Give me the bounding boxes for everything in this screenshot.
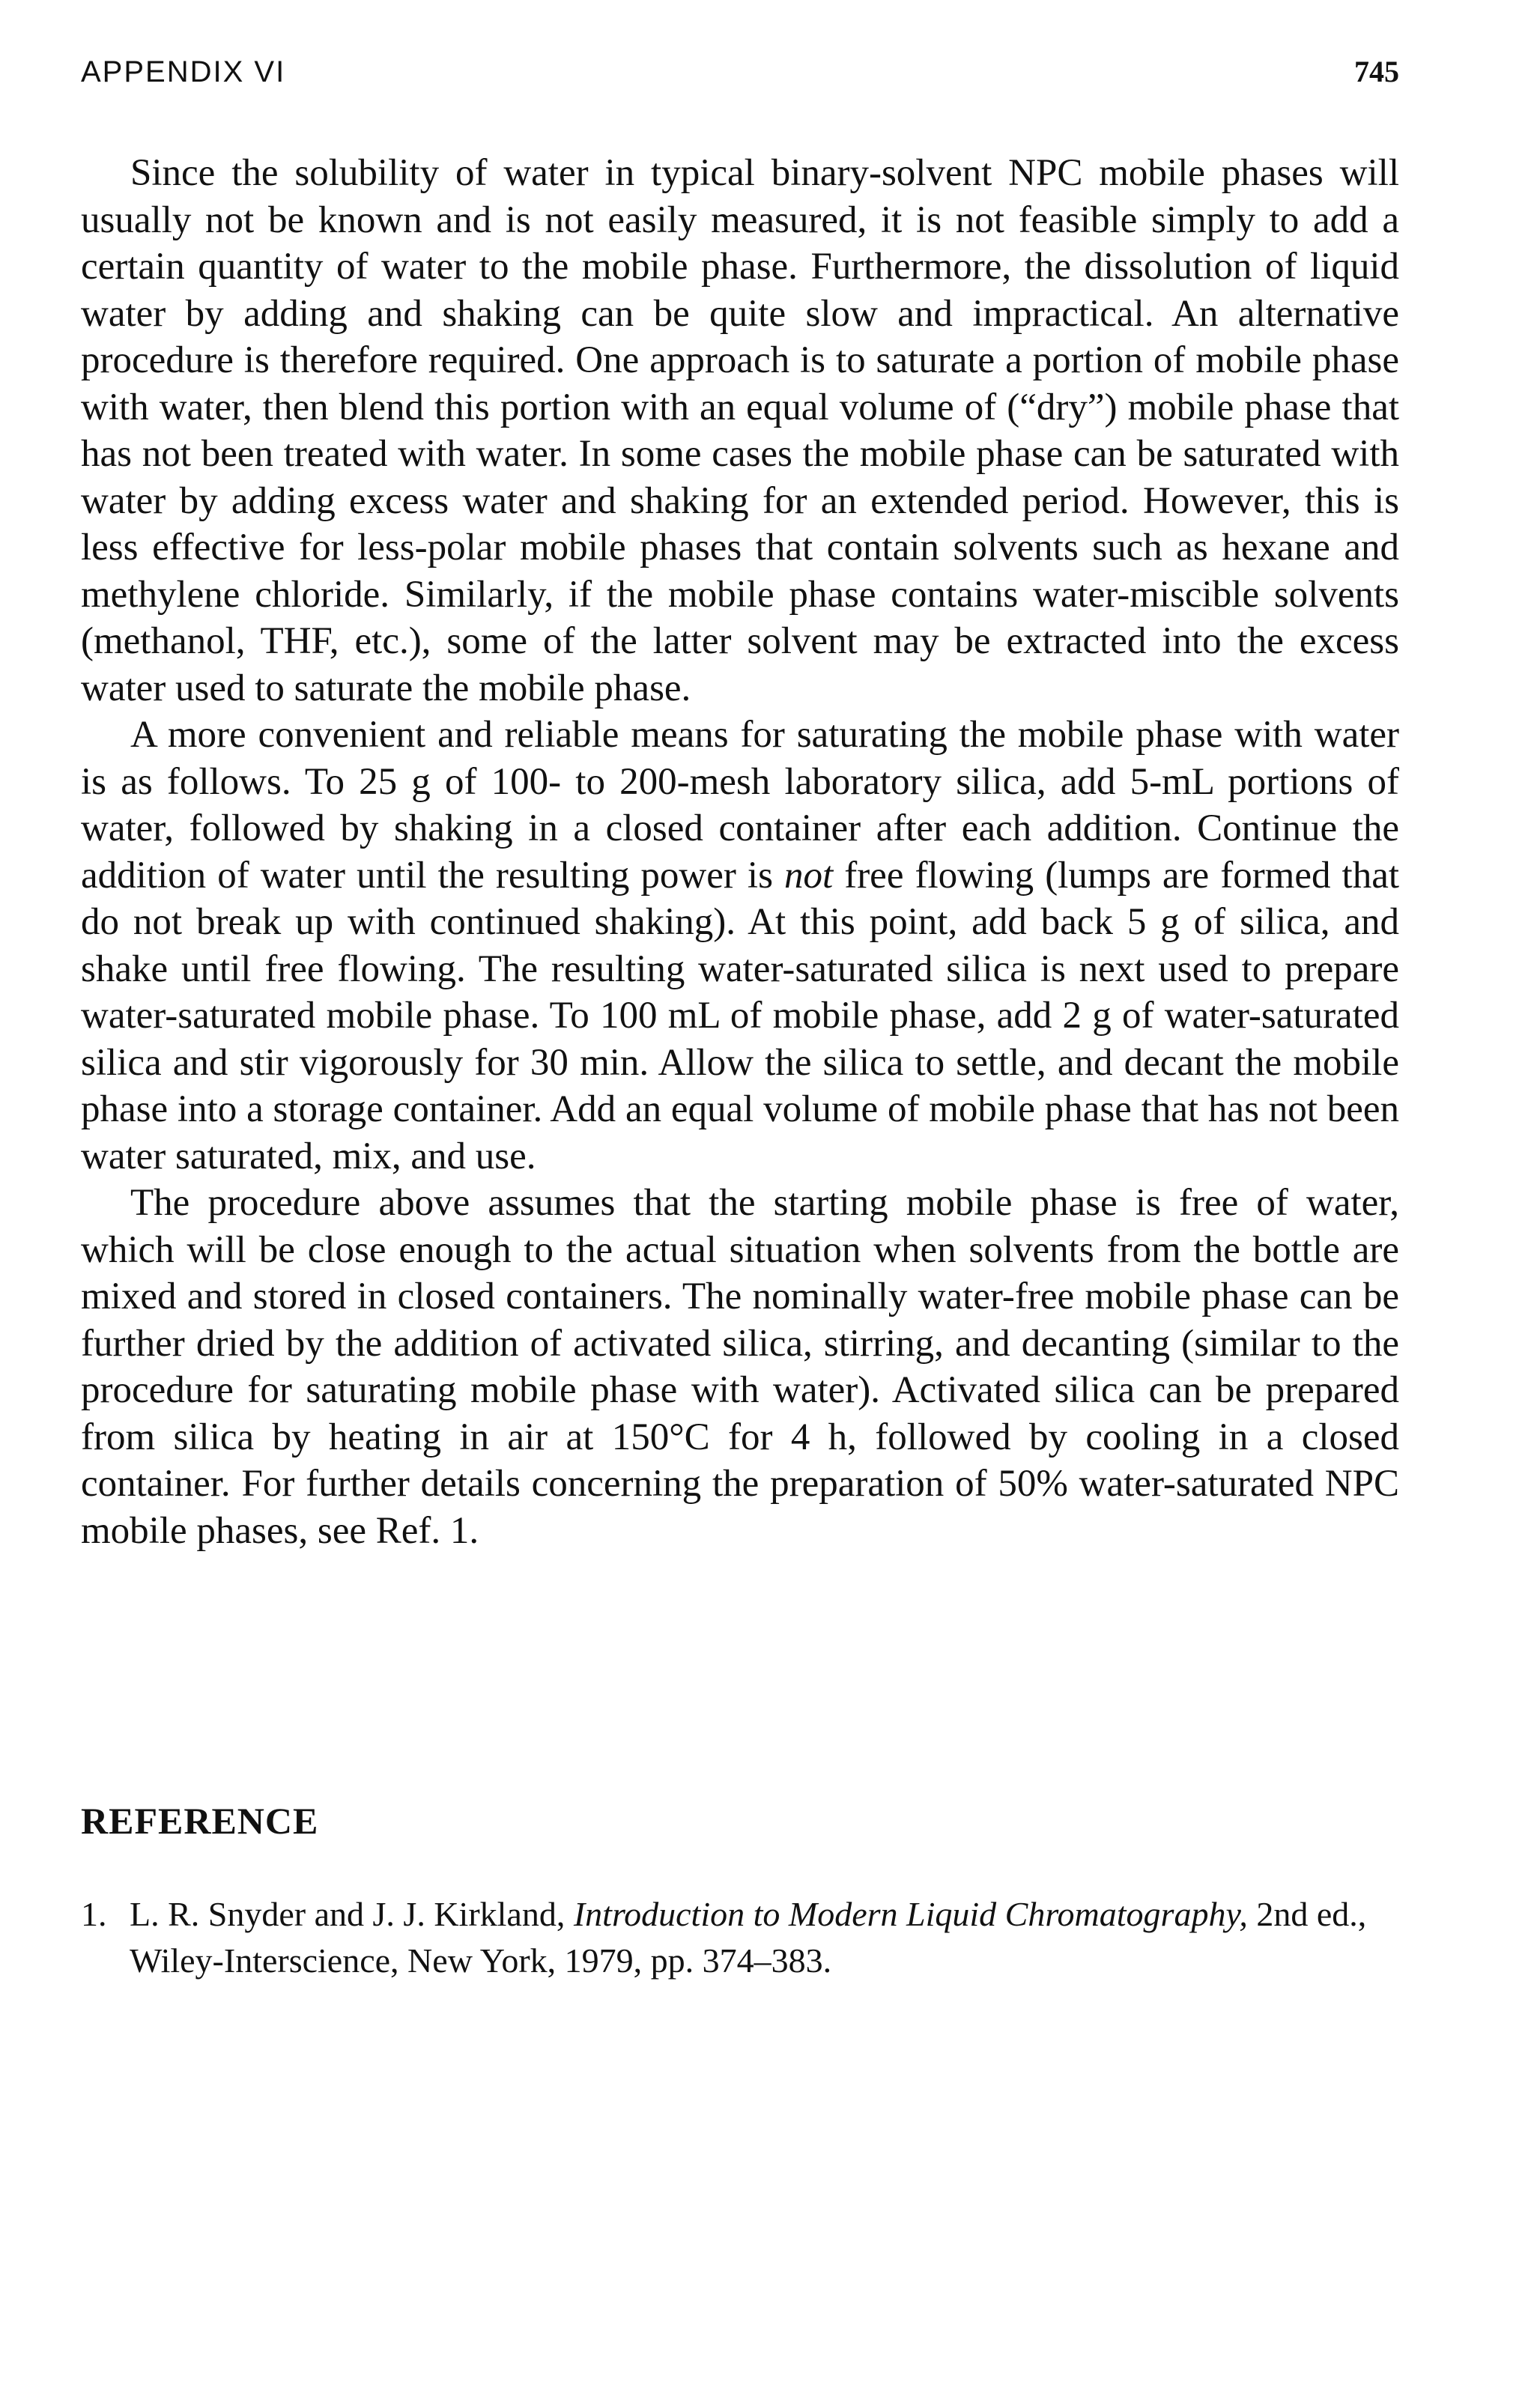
running-title: APPENDIX VI <box>81 55 286 88</box>
reference-details: 2nd ed., Wiley-Interscience, New York, 1979, pp. 374–383. <box>130 1895 1367 1980</box>
reference-title: Introduction to Modern Liquid Chromatography, <box>573 1895 1248 1933</box>
paragraph-2-text-after: free flowing (lumps are formed that do not break up with continued shaking). At this point, add back 5 g of silica, and shake until free flowing. The resulting water-saturated silica is next used to prepare water-saturated mobile phase. To 100 mL of mobile phase, add 2 g of water-saturated silica and stir vigorously for 30 min. Allow the silica to settle, and decant the mobile phase into a storage container. Add an equal volume of mobile phase that has not been water saturated, mix, and use. <box>81 854 1399 1177</box>
reference-item <box>81 1891 1399 1984</box>
page-number: 745 <box>1354 55 1399 88</box>
paragraph-2 <box>81 712 1399 1180</box>
reference-citation <box>130 1891 1399 1984</box>
reference-authors: L. R. Snyder and J. J. Kirkland, <box>130 1895 574 1933</box>
reference-heading: REFERENCE <box>81 1800 319 1842</box>
reference-number: 1. <box>81 1895 107 1933</box>
paragraph-2-emphasis: not <box>784 854 834 897</box>
reference-list <box>81 1891 1399 1984</box>
paragraph-2-text-before: A more convenient and reliable means for saturating the mobile phase with water is as follows. To 25 g of 100- to 200-mesh laboratory silica, add 5-mL portions of water, followed by shaking in a closed container after each addition. Continue the addition of water until the resulting power is <box>81 714 1399 897</box>
paragraph-3: The procedure above assumes that the starting mobile phase is free of water, which will be close enough to the actual situation when solvents from the bottle are mixed and stored in closed containers. The nominally water-free mobile phase can be further dried by the addition of activated silica, stirring, and decanting (similar to the procedure for saturating mobile phase with water). Activated silica can be prepared from silica by heating in air at 150°C for 4 h, followed by cooling in a closed container. For further details concerning the preparation of 50% water-saturated NPC mobile phases, see Ref. 1. <box>81 1182 1399 1552</box>
paragraph-1: Since the solubility of water in typical binary-solvent NPC mobile phases will usually not be known and is not easily measured, it is not feasible simply to add a certain quantity of water to the mobile phase. Furthermore, the dissolution of liquid water by adding and shaking can be quite slow and impractical. An alternative procedure is therefore required. One approach is to saturate a portion of mobile phase with water, then blend this portion with an equal volume of (“dry”) mobile phase that has not been treated with water. In some cases the mobile phase can be saturated with water by adding excess water and shaking for an extended period. However, this is less effective for less-polar mobile phases that contain solvents such as hexane and methylene chloride. Similarly, if the mobile phase contains water-miscible solvents (methanol, THF, etc.), some of the latter solvent may be extracted into the excess water used to saturate the mobile phase. <box>81 152 1399 709</box>
body-text <box>81 150 1399 1554</box>
running-header <box>81 54 1399 99</box>
